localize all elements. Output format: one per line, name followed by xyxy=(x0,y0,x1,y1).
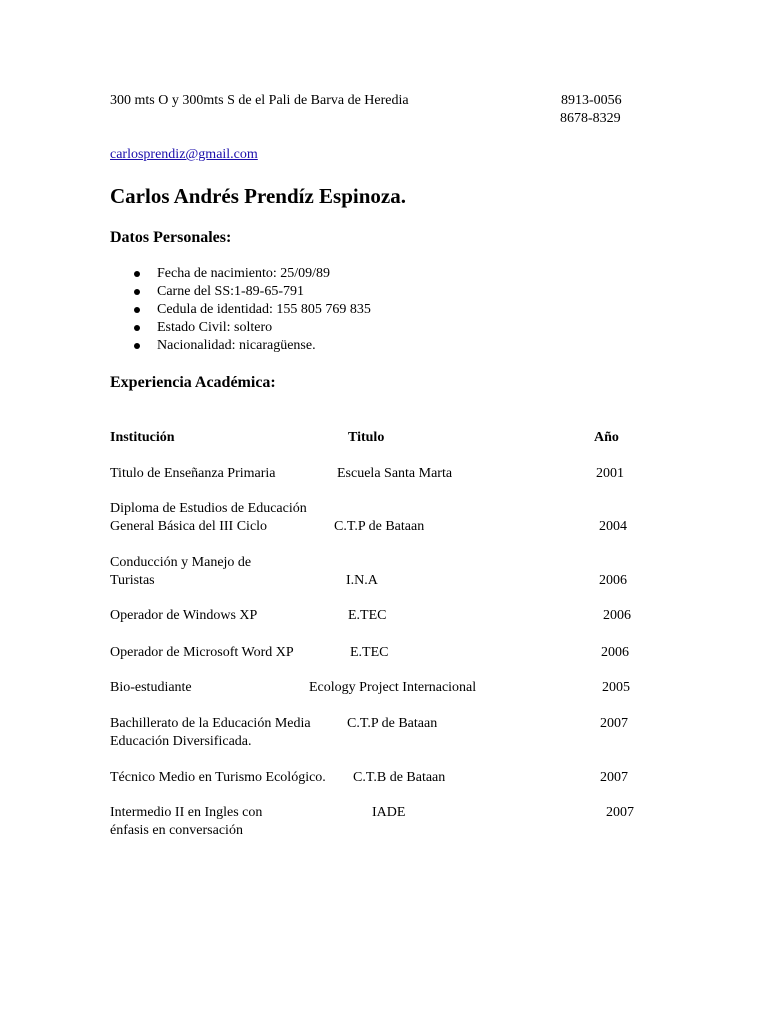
table-row-cell-year: 2007 xyxy=(606,805,634,820)
list-item: Cedula de identidad: 155 805 769 835 xyxy=(157,302,371,317)
table-row-cell-title: C.T.P de Bataan xyxy=(334,519,425,534)
table-row-cell-institution: Titulo de Enseñanza Primaria xyxy=(110,466,276,481)
column-header-year: Año xyxy=(594,430,619,445)
table-row-cell-year: 2007 xyxy=(600,716,628,731)
table-row-cell-institution: Educación Diversificada. xyxy=(110,734,252,749)
academic-heading: Experiencia Académica: xyxy=(110,374,276,391)
list-item: Nacionalidad: nicaragüense. xyxy=(157,337,371,355)
table-row-cell-institution: Conducción y Manejo de xyxy=(110,555,252,570)
table-row-cell-institution: énfasis en conversación xyxy=(110,823,243,838)
table-row-cell-title: E.TEC xyxy=(348,608,387,623)
table-row-cell-year: 2006 xyxy=(603,608,631,623)
table-row-cell-year: 2004 xyxy=(599,519,627,534)
email-link[interactable]: carlosprendiz@gmail.com xyxy=(110,147,258,162)
list-item: Estado Civil: soltero xyxy=(157,319,371,337)
table-row-cell-institution: Diploma de Estudios de Educación xyxy=(110,501,307,516)
table-row-cell-institution: Intermedio II en Ingles con xyxy=(110,805,263,820)
list-item: Fecha de nacimiento: 25/09/89 xyxy=(157,265,371,283)
table-row-cell-institution: Operador de Microsoft Word XP xyxy=(110,645,294,660)
table-row-cell-year: 2006 xyxy=(601,645,629,660)
phone-primary: 8913-0056 xyxy=(561,93,622,108)
column-header-institution: Institución xyxy=(110,430,175,445)
list-item: Carne del SS:1-89-65-791 xyxy=(157,283,371,301)
table-row-cell-title: E.TEC xyxy=(350,645,389,660)
table-row-cell-title: IADE xyxy=(372,805,406,820)
table-row-cell-title: I.N.A xyxy=(346,573,378,588)
personal-data-list xyxy=(110,265,371,355)
table-row-cell-title: C.T.B de Bataan xyxy=(353,770,446,785)
table-row-cell-institution: Turistas xyxy=(110,573,155,588)
personal-heading: Datos Personales: xyxy=(110,229,232,246)
table-row-cell-title: C.T.P de Bataan xyxy=(347,716,438,731)
table-row-cell-title: Escuela Santa Marta xyxy=(337,466,453,481)
phone-secondary: 8678-8329 xyxy=(560,111,621,126)
table-row-cell-title: Ecology Project Internacional xyxy=(309,680,477,695)
table-row-cell-institution: Bachillerato de la Educación Media xyxy=(110,716,311,731)
table-row-cell-institution: General Básica del III Ciclo xyxy=(110,519,268,534)
table-row-cell-year: 2006 xyxy=(599,573,627,588)
table-row-cell-year: 2005 xyxy=(602,680,630,695)
table-row-cell-institution: Bio-estudiante xyxy=(110,680,192,695)
table-row-cell-year: 2007 xyxy=(600,770,628,785)
table-row-cell-institution: Técnico Medio en Turismo Ecológico. xyxy=(110,770,326,785)
column-header-title: Titulo xyxy=(348,430,385,445)
full-name: Carlos Andrés Prendíz Espinoza. xyxy=(110,184,406,208)
address: 300 mts O y 300mts S de el Pali de Barva de Heredia xyxy=(110,93,409,108)
table-row-cell-year: 2001 xyxy=(596,466,624,481)
table-row-cell-institution: Operador de Windows XP xyxy=(110,608,258,623)
